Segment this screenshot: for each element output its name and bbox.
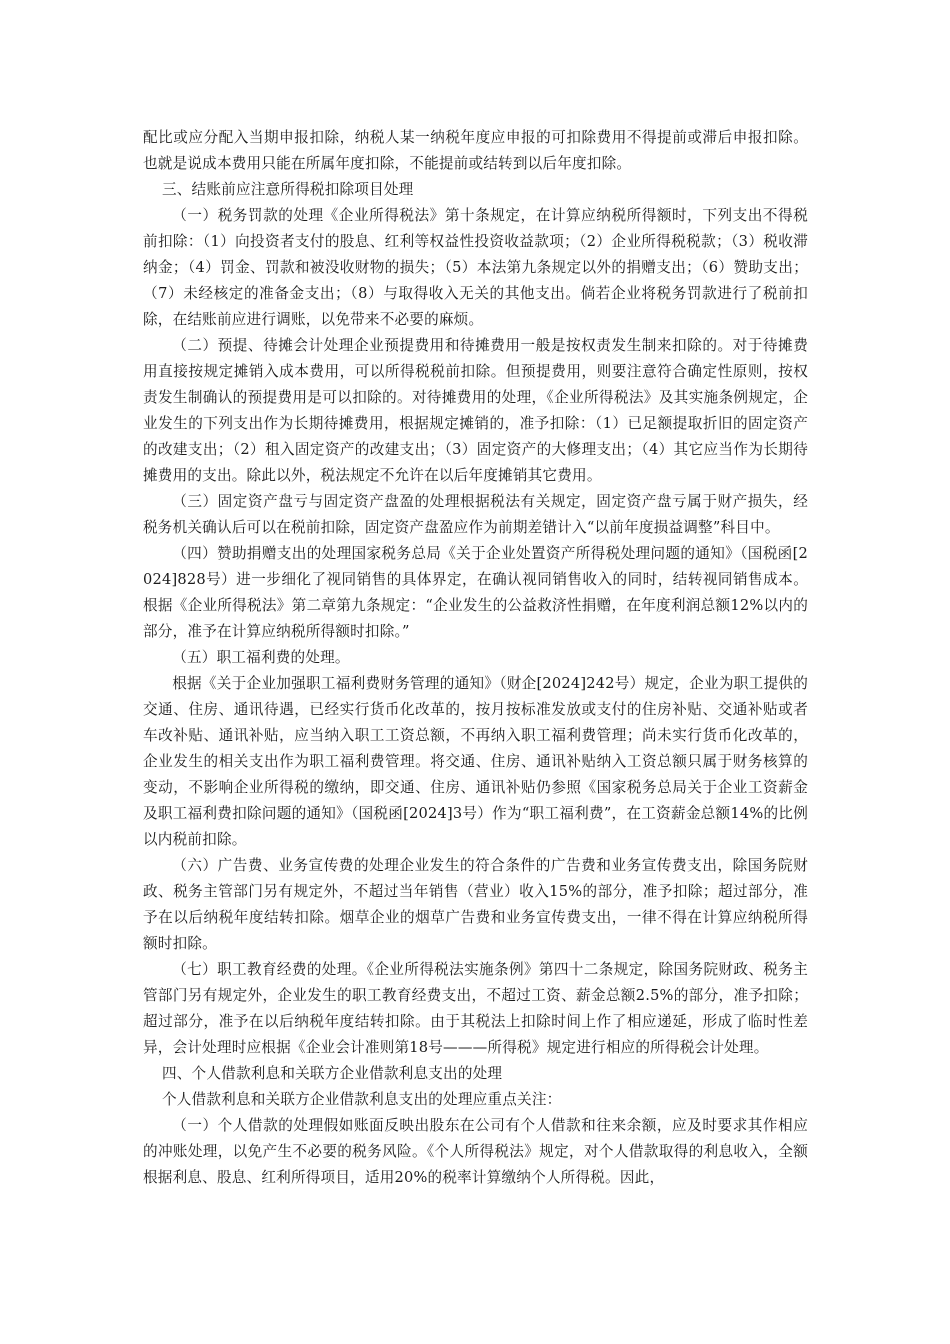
paragraph-accrual-prepaid: （二）预提、待摊会计处理企业预提费用和待摊费用一般是按权责发生制来扣除的。对于待摊费用直接按规定摊销入成本费用，可以所得税税前扣除。但预提费用，则要注意符合确定性原则，按权责发生制确认的预提费用是可以扣除的。对待摊费用的处理，《企业所得税法》及其实施条例规定，企业发生的下列支出作为长期待摊费用，根据规定摊销的，准予扣除：（1）已足额提取折旧的固定资产的改建支出；（2）租入固定资产的改建支出；（3）固定资产的大修理支出；（4）其它应当作为长期待摊费用的支出。除此以外，税法规定不允许在以后年度摊销其它费用。 xyxy=(143,337,808,484)
paragraph-fixed-assets: （三）固定资产盘亏与固定资产盘盈的处理根据税法有关规定，固定资产盘亏属于财产损失，经税务机关确认后可以在税前扣除，固定资产盘盈应作为前期差错计入“以前年度损益调整”科目中。 xyxy=(143,493,808,536)
paragraph-donation: （四）赞助捐赠支出的处理国家税务总局《关于企业处置资产所得税处理问题的通知》（国税函[2024]828号）进一步细化了视同销售的具体界定，在确认视同销售收入的同时，结转视同销售成本。根据《企业所得税法》第二章第九条规定：“企业发生的公益救济性捐赠，在年度利润总额12%以内的部分，准予在计算应纳税所得额时扣除。” xyxy=(143,545,808,640)
paragraph-education: （七）职工教育经费的处理。《企业所得税法实施条例》第四十二条规定，除国务院财政、税务主管部门另有规定外，企业发生的职工教育经费支出，不超过工资、薪金总额2.5%的部分，准予扣除；超过部分，准予在以后纳税年度结转扣除。由于其税法上扣除时间上作了相应递延，形成了临时性差异，会计处理时应根据《企业会计准则第18号———所得税》规定进行相应的所得税会计处理。 xyxy=(143,961,808,1056)
paragraph-tax-penalty: （一）税务罚款的处理《企业所得税法》第十条规定，在计算应纳税所得额时，下列支出不得税前扣除：（1）向投资者支付的股息、红利等权益性投资收益款项；（2）企业所得税税款；（3）税收滞纳金；（4）罚金、罚款和被没收财物的损失；（5）本法第九条规定以外的捐赠支出；（6）赞助支出；（7）未经核定的准备金支出；（8）与取得收入无关的其他支出。倘若企业将税务罚款进行了税前扣除，在结账前应进行调账，以免带来不必要的麻烦。 xyxy=(143,207,808,328)
document-page xyxy=(143,125,808,1191)
paragraph-welfare-title: （五）职工福利费的处理。 xyxy=(172,649,350,666)
section-heading-4: 四、个人借款利息和关联方企业借款利息支出的处理 xyxy=(161,1065,503,1082)
paragraph-personal-loan: （一）个人借款的处理假如账面反映出股东在公司有个人借款和往来余额，应及时要求其作相应的冲账处理，以免产生不必要的税务风险。《个人所得税法》规定，对个人借款取得的利息收入，全额根据利息、股息、红利所得项目，适用20%的税率计算缴纳个人所得税。因此， xyxy=(143,1117,808,1186)
paragraph-welfare-body: 根据《关于企业加强职工福利费财务管理的通知》（财企[2024]242号）规定，企业为职工提供的交通、住房、通讯待遇，已经实行货币化改革的，按月按标准发放或支付的住房补贴、交通补贴或者车改补贴、通讯补贴，应当纳入职工工资总额，不再纳入职工福利费管理；尚未实行货币化改革的，企业发生的相关支出作为职工福利费管理。将交通、住房、通讯补贴纳入工资总额只属于财务核算的变动，不影响企业所得税的缴纳，即交通、住房、通讯补贴仍参照《国家税务总局关于企业工资薪金及职工福利费扣除问题的通知》（国税函[2024]3号）作为“职工福利费”，在工资薪金总额14%的比例以内税前扣除。 xyxy=(143,675,808,848)
section-intro: 个人借款利息和关联方企业借款利息支出的处理应重点关注： xyxy=(161,1091,562,1108)
section-heading-3: 三、结账前应注意所得税扣除项目处理 xyxy=(161,181,414,198)
paragraph-continuation: 配比或应分配入当期申报扣除，纳税人某一纳税年度应申报的可扣除费用不得提前或滞后申报扣除。也就是说成本费用只能在所属年度扣除，不能提前或结转到以后年度扣除。 xyxy=(143,129,808,172)
paragraph-advertising: （六）广告费、业务宣传费的处理企业发生的符合条件的广告费和业务宣传费支出，除国务院财政、税务主管部门另有规定外，不超过当年销售（营业）收入15%的部分，准予扣除；超过部分，准予在以后纳税年度结转扣除。烟草企业的烟草广告费和业务宣传费支出，一律不得在计算应纳税所得额时扣除。 xyxy=(143,857,808,952)
